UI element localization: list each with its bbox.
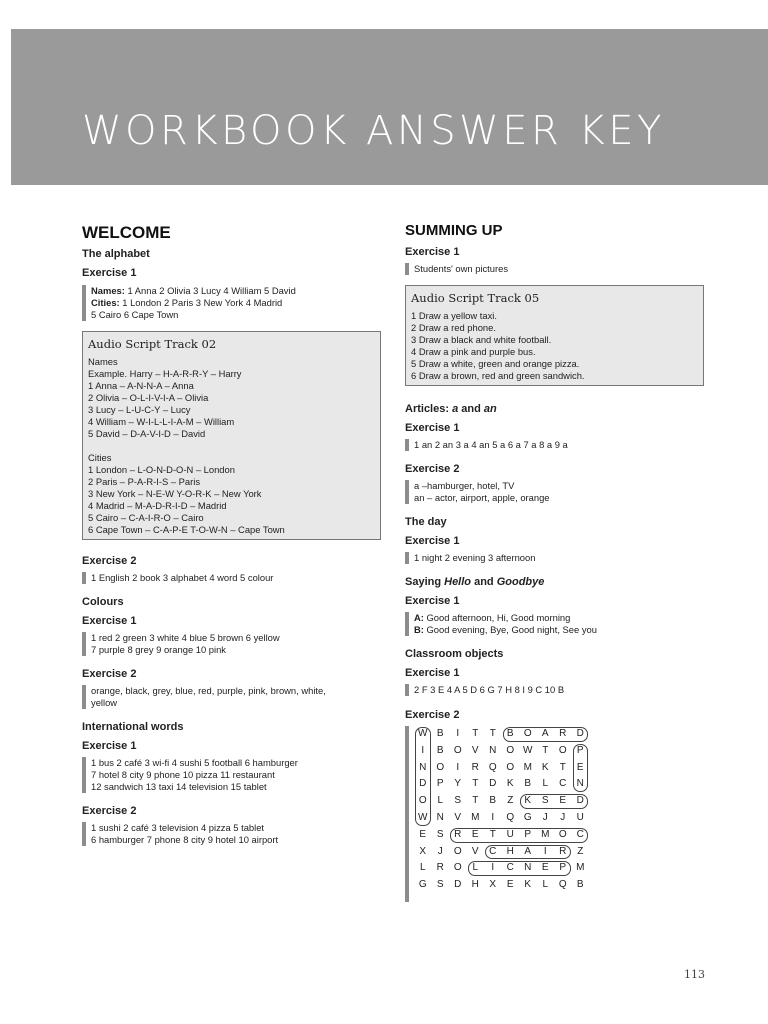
- classroom-objects-heading: Classroom objects: [405, 648, 504, 660]
- word-search-letter: G: [418, 879, 427, 891]
- word-search-letter: G: [523, 812, 532, 823]
- word-search-letter: S: [436, 828, 444, 840]
- word-search-letter: Q: [506, 812, 515, 823]
- word-search-letter: T: [489, 828, 496, 840]
- word-search-letter: S: [541, 795, 549, 807]
- summing-up-heading: SUMMING UP: [405, 222, 503, 239]
- exercise-label: Exercise 2: [82, 555, 137, 567]
- word-search-letter: W: [523, 744, 533, 756]
- word-search-letter: R: [559, 845, 567, 857]
- word-search-letter: O: [418, 795, 427, 807]
- word-search-letter: O: [506, 761, 515, 773]
- answer-block: orange, black, grey, blue, red, purple, pink, brown, white, yellow: [82, 685, 326, 709]
- word-search-letter: T: [489, 728, 496, 739]
- word-search-letter: P: [436, 778, 444, 790]
- word-search-letter: I: [543, 845, 547, 857]
- word-search-letter: M: [471, 812, 480, 823]
- articles-heading: Articles: a and an: [405, 403, 497, 415]
- word-search-letter: X: [489, 879, 497, 891]
- word-search-letter: N: [576, 778, 584, 790]
- word-search-letter: P: [559, 862, 567, 874]
- word-search-letter: U: [506, 828, 514, 840]
- word-search-letter: E: [559, 795, 567, 807]
- exercise-label: Exercise 1: [405, 595, 460, 607]
- word-search-letter: E: [576, 761, 584, 773]
- exercise-label: Exercise 2: [405, 709, 460, 721]
- answer-block: 1 night 2 evening 3 afternoon: [405, 552, 535, 564]
- audio-script-track-02: Audio Script Track 02 Names Example. Harry – H-A-R-R-Y – Harry 1 Anna – A-N-N-A – Anna 2 Olivia – O-L-I-V-I-A – Olivia 3 Lucy – L-U-C-Y – Lucy 4 William – W-I-L-L-I-A-M – William 5 David – D-A-V-I-D – David Cities 1 London – L-O-N-D-O-N – London 2 Paris – P-A-R-I-S – Paris 3 New York – N-E-W Y-O-R-K – New York 4 Madrid – M-A-D-R-I-D – Madrid 5 Cairo – C-A-I-R-O – Cairo 6 Cape Town – C-A-P-E T-O-W-N – Cape Town: [82, 331, 381, 540]
- word-search-letter: Z: [507, 795, 514, 807]
- word-search-letter: D: [489, 778, 497, 790]
- word-search-letter: R: [436, 862, 444, 874]
- word-search-letter: W: [418, 728, 428, 739]
- alphabet-heading: The alphabet: [82, 248, 150, 260]
- word-search-letter: Q: [488, 761, 497, 773]
- answer-block: 1 bus 2 café 3 wi-fi 4 sushi 5 football 6 hamburger 7 hotel 8 city 9 phone 10 pizza 11 restaurant 12 sandwich 13 taxi 14 television 15 tablet: [82, 757, 298, 793]
- word-search-letter: O: [453, 744, 462, 756]
- exercise-label: Exercise 1: [405, 246, 460, 258]
- word-search-letter: E: [471, 828, 479, 840]
- page-number: 113: [684, 968, 705, 981]
- exercise-label: Exercise 1: [405, 422, 460, 434]
- word-search-letter: C: [506, 862, 514, 874]
- word-search-letter: N: [436, 812, 444, 823]
- word-search-letter: S: [436, 879, 444, 891]
- word-search-letter: H: [471, 879, 479, 891]
- word-search-letter: P: [576, 744, 584, 756]
- word-search-found-word: [450, 828, 588, 843]
- answer-block: 1 an 2 an 3 a 4 an 5 a 6 a 7 a 8 a 9 a: [405, 439, 568, 451]
- word-search-found-word: [503, 727, 589, 742]
- word-search-letter: E: [506, 879, 514, 891]
- answer-block: A: Good afternoon, Hi, Good morning B: Good evening, Bye, Good night, See you: [405, 612, 597, 636]
- answer-block: 1 red 2 green 3 white 4 blue 5 brown 6 yellow 7 purple 8 grey 9 orange 10 pink: [82, 632, 280, 656]
- word-search-letter: Z: [577, 845, 584, 857]
- exercise-label: Exercise 1: [82, 267, 137, 279]
- word-search-letter: V: [454, 812, 462, 823]
- word-search-letter: R: [559, 728, 567, 739]
- word-search-letter: B: [436, 728, 444, 739]
- word-search-letter: O: [523, 728, 532, 739]
- word-search-letter: N: [524, 862, 532, 874]
- word-search-letter: C: [489, 845, 497, 857]
- word-search-letter: E: [541, 862, 549, 874]
- answer-block: 1 English 2 book 3 alphabet 4 word 5 colour: [82, 572, 273, 584]
- word-search-letter: T: [472, 728, 479, 739]
- international-words-heading: International words: [82, 721, 184, 733]
- word-search-letter: H: [506, 845, 514, 857]
- answer-block: a –hamburger, hotel, TV an – actor, airport, apple, orange: [405, 480, 550, 504]
- word-search-found-word: [485, 845, 571, 860]
- word-search-letter: D: [419, 778, 427, 790]
- word-search-letter: K: [524, 795, 532, 807]
- word-search-letter: W: [418, 812, 428, 823]
- word-search-letter: O: [436, 761, 445, 773]
- word-search-letter: C: [576, 828, 584, 840]
- answer-block: 1 sushi 2 café 3 television 4 pizza 5 tablet 6 hamburger 7 phone 8 city 9 hotel 10 airport: [82, 822, 278, 846]
- answer-block: 2 F 3 E 4 A 5 D 6 G 7 H 8 I 9 C 10 B: [405, 684, 564, 696]
- word-search-letter: E: [419, 828, 427, 840]
- word-search-letter: B: [489, 795, 497, 807]
- word-search-letter: M: [523, 761, 532, 773]
- word-search-letter: L: [542, 879, 549, 891]
- word-search-letter: I: [456, 761, 460, 773]
- word-search-letter: M: [576, 862, 585, 874]
- word-search-letter: B: [506, 728, 514, 739]
- word-search-letter: O: [558, 744, 567, 756]
- word-search-letter: L: [419, 862, 426, 874]
- word-search-letter: L: [437, 795, 444, 807]
- word-search-letter: U: [576, 812, 584, 823]
- saying-hello-heading: Saying Hello and Goodbye: [405, 576, 545, 588]
- word-search-letter: S: [454, 795, 462, 807]
- word-search-letter: T: [559, 761, 566, 773]
- word-search-letter: O: [506, 744, 515, 756]
- word-search-letter: A: [541, 728, 549, 739]
- welcome-heading: WELCOME: [82, 223, 171, 242]
- word-search-letter: Y: [454, 778, 462, 790]
- exercise-label: Exercise 2: [405, 463, 460, 475]
- word-search-letter: I: [421, 744, 425, 756]
- word-search-letter: J: [437, 845, 443, 857]
- word-search-letter: K: [524, 879, 532, 891]
- header-banner: [11, 29, 768, 185]
- audio-script-title: Audio Script Track 05: [411, 291, 540, 305]
- word-search-letter: J: [560, 812, 566, 823]
- page-title: WORKBOOK ANSWER KEY: [82, 108, 665, 154]
- word-search-letter: C: [559, 778, 567, 790]
- word-search-letter: A: [524, 845, 532, 857]
- word-search-letter: K: [541, 761, 549, 773]
- word-search-found-word: [468, 861, 571, 876]
- word-search-letter: L: [472, 862, 479, 874]
- word-search-letter: B: [524, 778, 532, 790]
- word-search-letter: J: [542, 812, 548, 823]
- word-search-found-word: [573, 744, 589, 792]
- word-search-letter: D: [576, 728, 584, 739]
- exercise-label: Exercise 2: [82, 668, 137, 680]
- word-search-letter: M: [541, 828, 550, 840]
- word-search-letter: I: [491, 862, 495, 874]
- audio-script-title: Audio Script Track 02: [88, 337, 217, 351]
- word-search-letter: T: [472, 795, 479, 807]
- word-search-letter: B: [576, 879, 584, 891]
- word-search-letter: O: [453, 862, 462, 874]
- word-search-letter: L: [542, 778, 549, 790]
- word-search-letter: Q: [558, 879, 567, 891]
- exercise-label: Exercise 1: [405, 667, 460, 679]
- word-search-letter: O: [558, 828, 567, 840]
- word-search-letter: I: [456, 728, 460, 739]
- word-search-letter: B: [436, 744, 444, 756]
- word-search-letter: T: [472, 778, 479, 790]
- word-search-block: [405, 726, 594, 902]
- word-search-found-word: [520, 794, 588, 809]
- exercise-label: Exercise 1: [82, 740, 137, 752]
- answer-block: Names: 1 Anna 2 Olivia 3 Lucy 4 William 5 David Cities: 1 London 2 Paris 3 New York 4 Madrid 5 Cairo 6 Cape Town: [82, 285, 296, 321]
- word-search-letter: R: [471, 761, 479, 773]
- word-search-letter: N: [419, 761, 427, 773]
- word-search-letter: D: [454, 879, 462, 891]
- word-search-letter: P: [524, 828, 532, 840]
- exercise-label: Exercise 2: [82, 805, 137, 817]
- exercise-label: Exercise 1: [82, 615, 137, 627]
- the-day-heading: The day: [405, 516, 447, 528]
- word-search-letter: K: [506, 778, 514, 790]
- word-search-letter: R: [454, 828, 462, 840]
- word-search-found-word: [415, 727, 431, 826]
- word-search-letter: O: [453, 845, 462, 857]
- word-search-letter: N: [489, 744, 497, 756]
- word-search-grid: [414, 726, 594, 894]
- audio-script-track-05: Audio Script Track 05 1 Draw a yellow taxi. 2 Draw a red phone. 3 Draw a black and white football. 4 Draw a pink and purple bus. 5 Draw a white, green and orange pizza. 6 Draw a brown, red and green sandwich.: [405, 285, 704, 386]
- word-search-letter: I: [491, 812, 495, 823]
- answer-block: Students' own pictures: [405, 263, 508, 275]
- exercise-label: Exercise 1: [405, 535, 460, 547]
- word-search-letter: V: [471, 845, 479, 857]
- colours-heading: Colours: [82, 596, 124, 608]
- word-search-letter: X: [419, 845, 427, 857]
- word-search-letter: D: [576, 795, 584, 807]
- word-search-letter: T: [542, 744, 549, 756]
- word-search-letter: V: [471, 744, 479, 756]
